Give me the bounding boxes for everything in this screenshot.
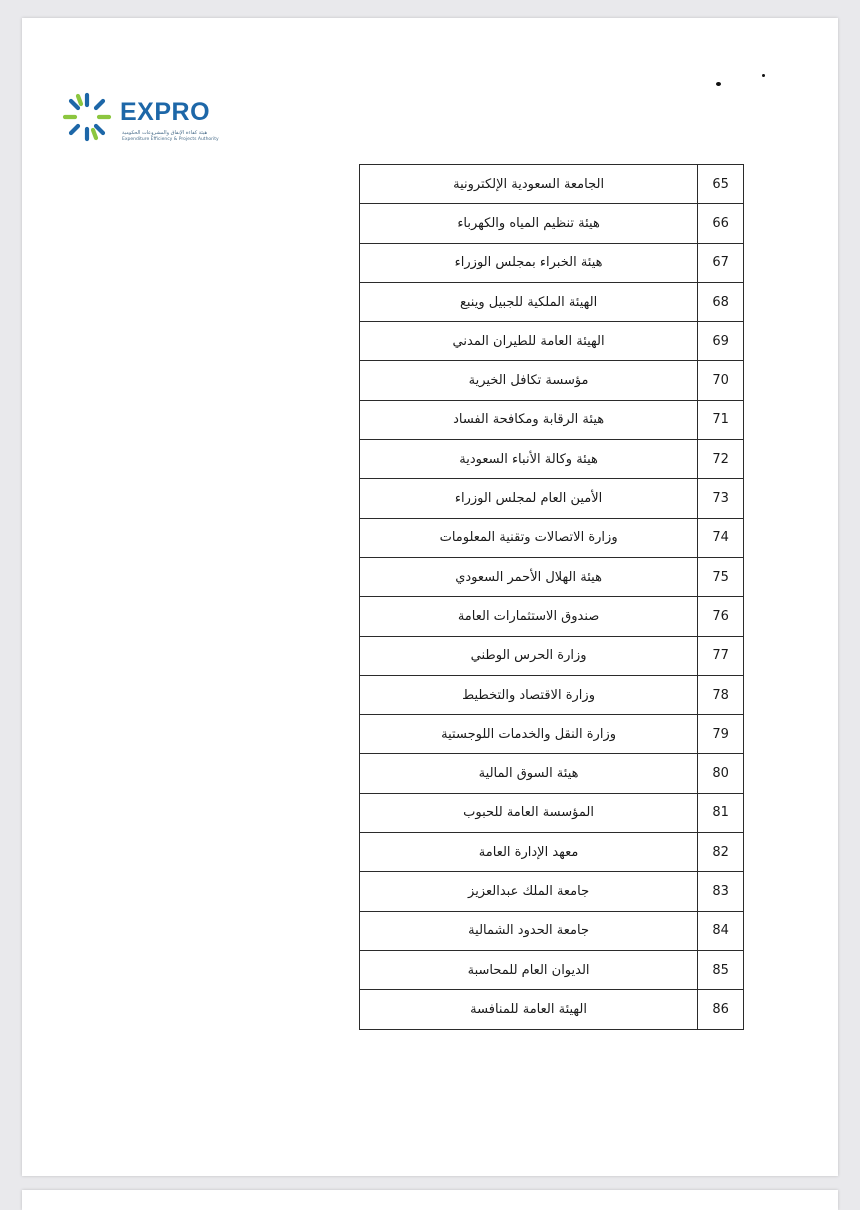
table-row [360,715,744,754]
row-number: 69 [698,322,744,361]
row-number: 67 [698,243,744,282]
table-row [360,872,744,911]
entity-name: وزارة الاتصالات وتقنية المعلومات [360,518,698,557]
row-number: 83 [698,872,744,911]
table-row [360,754,744,793]
expro-starburst-icon [62,92,112,142]
entity-name: هيئة وكالة الأنباء السعودية [360,440,698,479]
table-row [360,557,744,596]
logo-english-line: Expenditure Efficiency & Projects Authority [122,137,219,142]
next-page-edge [22,1190,838,1210]
entity-name: معهد الإدارة العامة [360,833,698,872]
entity-name: هيئة الرقابة ومكافحة الفساد [360,400,698,439]
entity-name: وزارة الاقتصاد والتخطيط [360,675,698,714]
row-number: 66 [698,204,744,243]
table-row [360,911,744,950]
row-number: 85 [698,950,744,989]
entity-name: وزارة النقل والخدمات اللوجستية [360,715,698,754]
entity-name: الهيئة العامة للطيران المدني [360,322,698,361]
table-row [360,833,744,872]
ink-dot [762,74,765,77]
row-number: 80 [698,754,744,793]
row-number: 77 [698,636,744,675]
table-row [360,282,744,321]
row-number: 72 [698,440,744,479]
logo-wordmark: EXPRO [120,98,211,126]
ink-dot [716,82,721,86]
entity-name: جامعة الملك عبدالعزيز [360,872,698,911]
logo-arabic-line: هيئة كفاءة الإنفاق والمشروعات الحكومية [122,130,208,136]
entities-table [359,164,744,1030]
table-row [360,636,744,675]
row-number: 65 [698,165,744,204]
entity-name: مؤسسة تكافل الخيرية [360,361,698,400]
table-row [360,793,744,832]
table-row [360,518,744,557]
table-row [360,361,744,400]
table-row [360,243,744,282]
entity-name: هيئة السوق المالية [360,754,698,793]
table-row [360,322,744,361]
table-row [360,440,744,479]
row-number: 76 [698,597,744,636]
entity-name: المؤسسة العامة للحبوب [360,793,698,832]
row-number: 74 [698,518,744,557]
row-number: 70 [698,361,744,400]
row-number: 81 [698,793,744,832]
entity-name: الهيئة الملكية للجبيل وينبع [360,282,698,321]
table-row [360,675,744,714]
table-row [360,400,744,439]
entity-name: الجامعة السعودية الإلكترونية [360,165,698,204]
row-number: 73 [698,479,744,518]
table-row [360,950,744,989]
entity-name: صندوق الاستثمارات العامة [360,597,698,636]
table-row [360,204,744,243]
entity-name: هيئة الهلال الأحمر السعودي [360,557,698,596]
row-number: 78 [698,675,744,714]
stray-marks [716,70,776,90]
expro-logo [62,90,237,160]
table-row [360,165,744,204]
document-page [22,18,838,1176]
entity-name: جامعة الحدود الشمالية [360,911,698,950]
row-number: 84 [698,911,744,950]
entity-name: هيئة تنظيم المياه والكهرباء [360,204,698,243]
table-row [360,597,744,636]
row-number: 79 [698,715,744,754]
table-row [360,479,744,518]
entity-name: الديوان العام للمحاسبة [360,950,698,989]
table-row [360,990,744,1029]
entity-name: وزارة الحرس الوطني [360,636,698,675]
row-number: 82 [698,833,744,872]
row-number: 71 [698,400,744,439]
row-number: 86 [698,990,744,1029]
entity-name: الأمين العام لمجلس الوزراء [360,479,698,518]
entity-name: هيئة الخبراء بمجلس الوزراء [360,243,698,282]
row-number: 75 [698,557,744,596]
entity-name: الهيئة العامة للمنافسة [360,990,698,1029]
entities-table-body [360,165,744,1030]
row-number: 68 [698,282,744,321]
